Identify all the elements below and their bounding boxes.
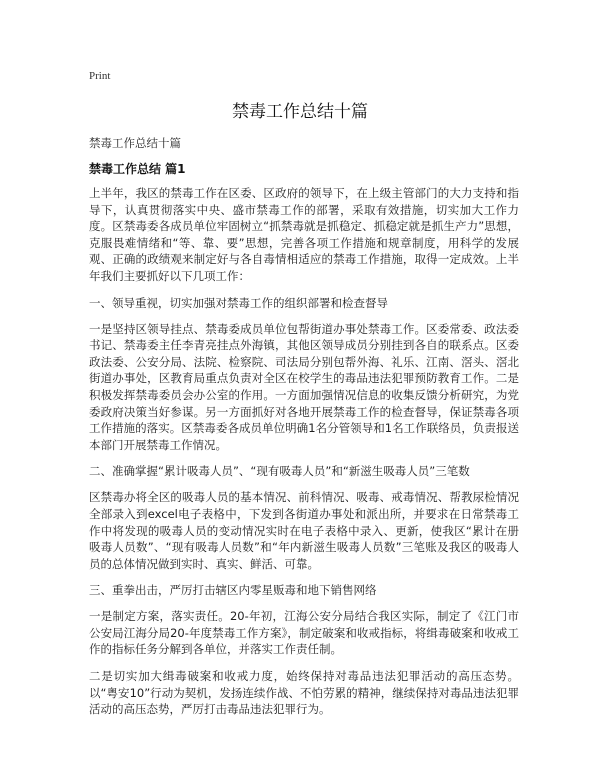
body-paragraph-2: 区禁毒办将全区的吸毒人员的基本情况、前科情况、吸毒、戒毒情况、帮教尿检情况全部录入到excel电子表格中，下发到各街道办事处和派出所，并要求在日常禁毒工作中将发现的吸毒人员的变动情况实时在电子表格中录入、更新，使我区“累计在册吸毒人员数”、“现有吸毒人员数”和“年内新滋生吸毒人员数”三笔账及我区的吸毒人员的总体情况做到实时、真实、鲜活、可靠。 <box>89 490 519 571</box>
section-heading-2: 二、准确掌握“累计吸毒人员”、“现有吸毒人员”和“新滋生吸毒人员”三笔数 <box>89 464 470 479</box>
document-title: 禁毒工作总结十篇 <box>232 102 368 122</box>
article-body <box>89 185 519 728</box>
body-paragraph-3: 一是制定方案，落实责任。20-年初，江海公安分局结合我区实际，制定了《江门市公安局江海分局20-年度禁毒工作方案》，制定破案和收戒指标，将缉毒破案和收戒工作的指标任务分解到各单位，并落实工作责任制。 <box>89 609 519 657</box>
body-paragraph-4: 二是切实加大缉毒破案和收戒力度，始终保持对毒品违法犯罪活动的高压态势。以“粤安10”行动为契机，发扬连续作战、不怕劳累的精神，继续保持对毒品违法犯罪活动的高压态势，严厉打击毒品违法犯罪行为。 <box>89 669 519 717</box>
section-title: 禁毒工作总结 篇1 <box>89 162 186 176</box>
document-subtitle: 禁毒工作总结十篇 <box>89 136 181 150</box>
section-heading-3: 三、重拳出击，严厉打击辖区内零星贩毒和地下销售网络 <box>89 583 377 598</box>
section-heading-1: 一、领导重视，切实加强对禁毒工作的组织部署和检查督导 <box>89 295 388 310</box>
print-link[interactable]: Print <box>89 70 111 82</box>
intro-paragraph: 上半年，我区的禁毒工作在区委、区政府的领导下，在上级主管部门的大力支持和指导下，认真贯彻落实中央、盛市禁毒工作的部署，采取有效措施，切实加大工作力度。区禁毒委各成员单位牢固树立“抓禁毒就是抓稳定、抓稳定就是抓生产力”思想，克服畏难情绪和“等、靠、要”思想，完善各项工作措施和规章制度，用科学的发展观、正确的政绩观来制定好与各自毒情相适应的禁毒工作措施，取得一定成效。上半年我们主要抓好以下几项工作： <box>89 186 519 283</box>
body-paragraph-1: 一是坚持区领导挂点、禁毒委成员单位包帮街道办事处禁毒工作。区委常委、政法委书记、禁毒委主任李青亮挂点外海镇，其他区领导成员分别挂到各自的联系点。区委政法委、公安分局、法院、检察院、司法局分别包帮外海、礼乐、江南、滘头、滘北街道办事处，区教育局重点负责对全区在校学生的毒品违法犯罪预防教育工作。二是积极发挥禁毒委员会办公室的作用。一方面加强情况信息的收集反馈分析研究，为党委政府决策当好参谋。另一方面抓好对各地开展禁毒工作的检查督导，保证禁毒各项工作措施的落实。区禁毒委各成员单位明确1名分管领导和1名工作联络员，负责报送本部门开展禁毒工作情况。 <box>89 321 519 452</box>
